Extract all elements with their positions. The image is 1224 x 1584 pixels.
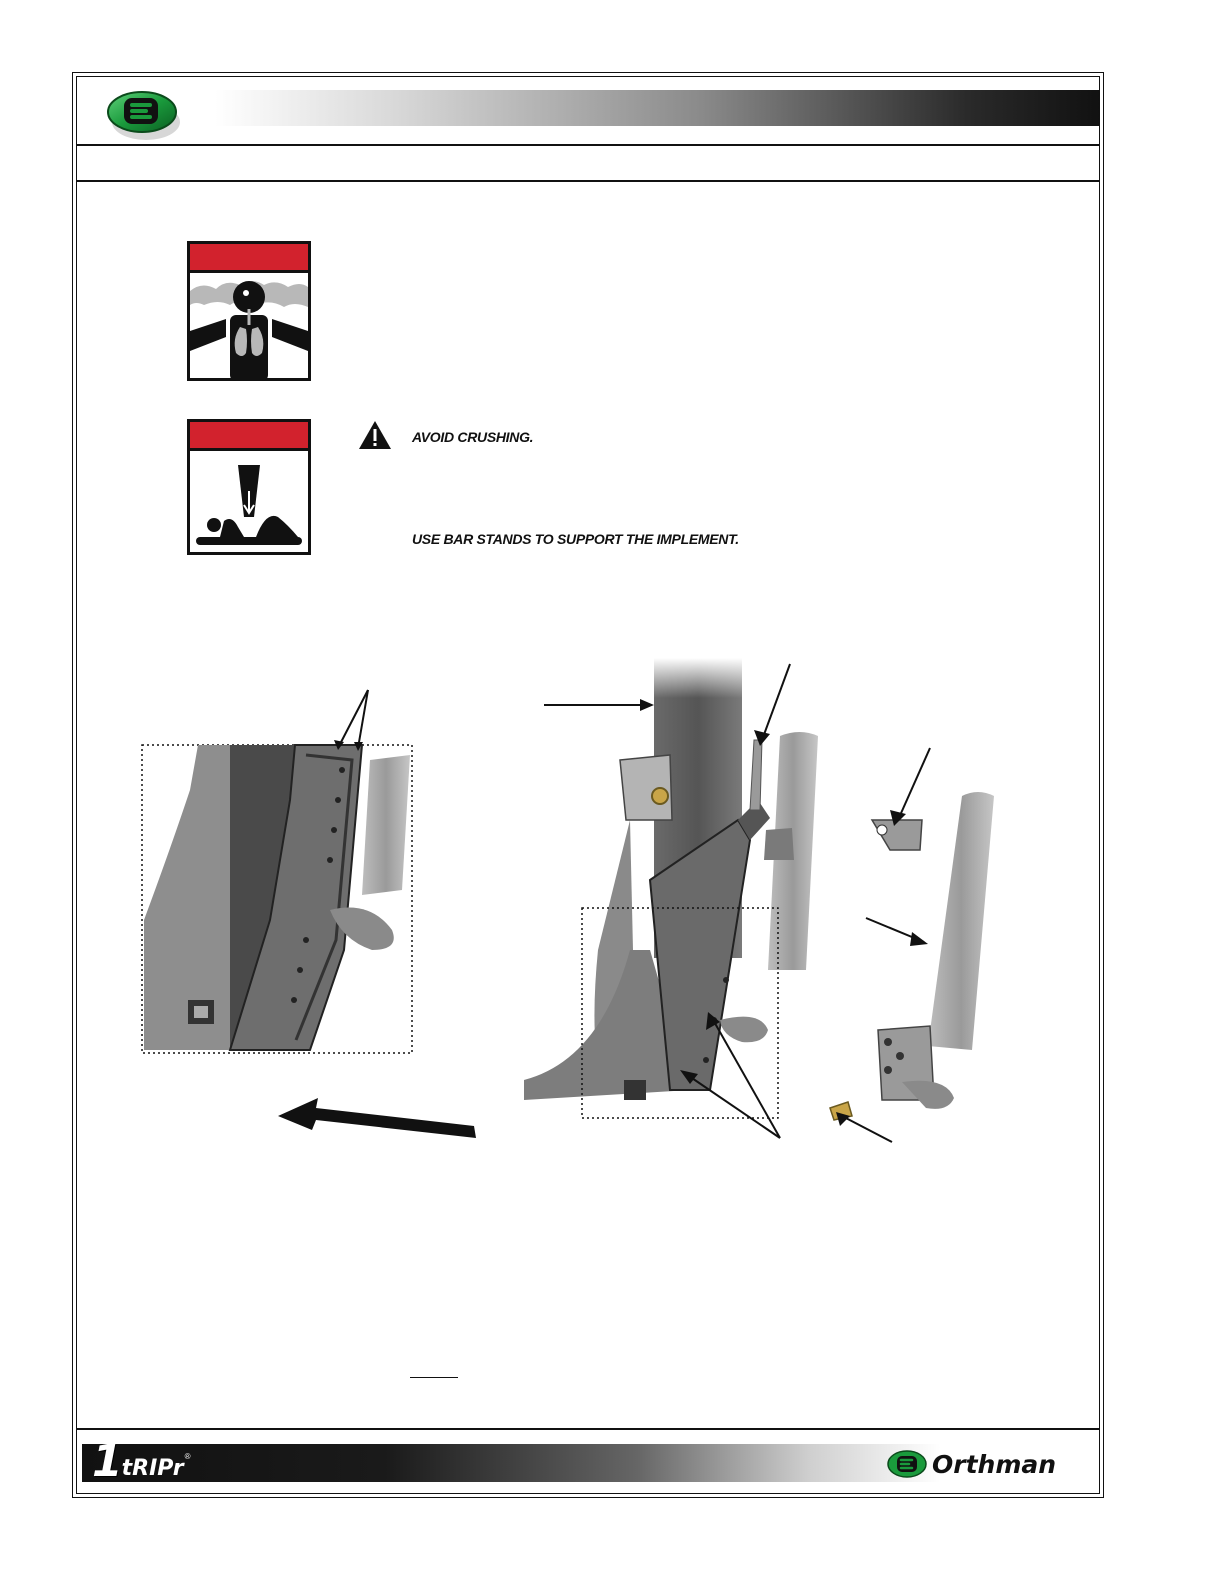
footer-divider bbox=[76, 1428, 1100, 1430]
note-underline bbox=[410, 1377, 458, 1378]
warning-triangle-icon bbox=[358, 420, 392, 450]
1tripr-logo-numeral: 1 bbox=[92, 1436, 121, 1487]
title-band-divider bbox=[76, 180, 1100, 182]
main-shank-assembly bbox=[524, 658, 818, 1118]
orthman-logo-word: Orthman bbox=[932, 1449, 1057, 1479]
danger-band bbox=[190, 244, 308, 273]
crushing-hazard-icon bbox=[190, 451, 308, 555]
detached-tube-and-clamp bbox=[830, 792, 994, 1120]
fumes-safety-sign bbox=[187, 241, 311, 381]
header-gradient-bar bbox=[215, 90, 1100, 126]
header-divider bbox=[76, 144, 1100, 146]
1tripr-logo-registered-mark: ® bbox=[184, 1452, 191, 1461]
1tripr-logo bbox=[92, 1436, 191, 1487]
detail-zoom-view bbox=[142, 690, 412, 1053]
toxic-fumes-inhalation-hazard-icon bbox=[190, 273, 308, 381]
orthman-e-badge-icon bbox=[102, 82, 182, 142]
warning-text-avoid-crushing: AVOID CRUSHING. bbox=[412, 429, 534, 445]
shank-assembly-illustration bbox=[130, 650, 1110, 1170]
warning-text-use-bar-stands: USE BAR STANDS TO SUPPORT THE IMPLEMENT. bbox=[412, 531, 739, 547]
danger-band bbox=[190, 422, 308, 451]
orthman-logo bbox=[886, 1444, 1056, 1484]
direction-of-travel-arrow-icon bbox=[278, 1098, 476, 1138]
crushing-safety-sign bbox=[187, 419, 311, 555]
1tripr-logo-word: tRIPr bbox=[121, 1456, 184, 1481]
orthman-e-badge-icon bbox=[886, 1448, 928, 1480]
